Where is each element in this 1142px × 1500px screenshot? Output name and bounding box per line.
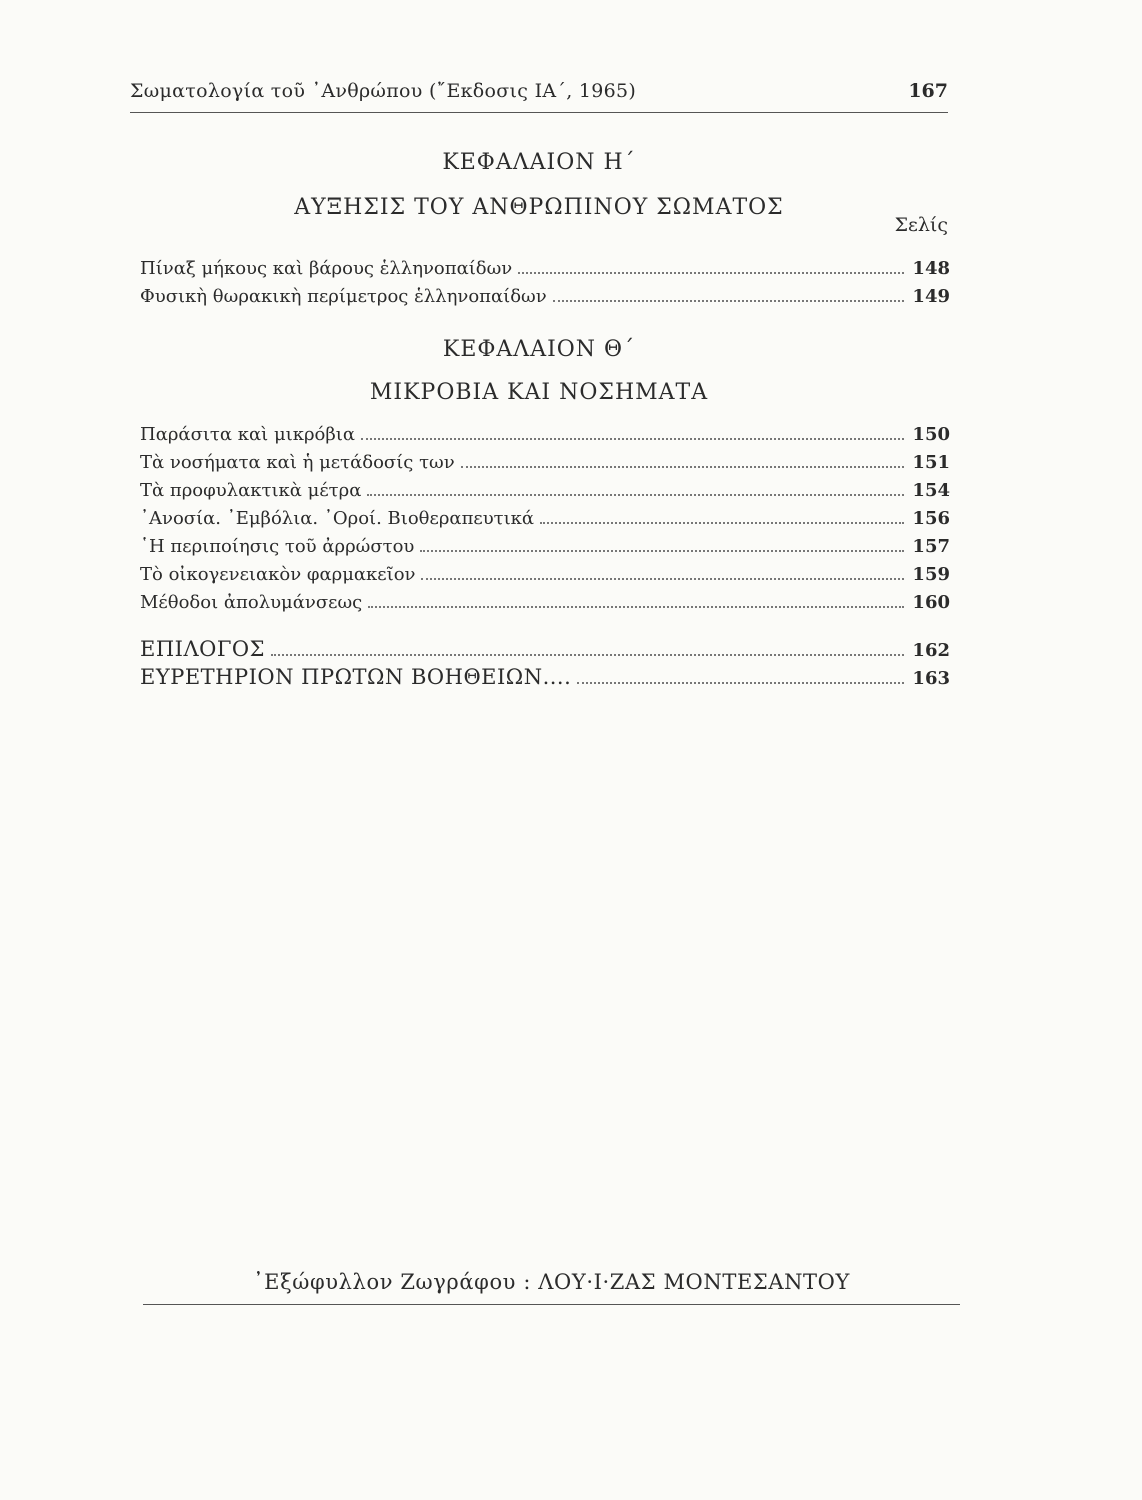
toc-entry-page: 154 <box>912 480 950 501</box>
page-number: 167 <box>908 80 948 102</box>
toc-entry-page: 151 <box>912 452 950 473</box>
toc-entry <box>140 480 950 508</box>
toc-entry-page: 149 <box>912 286 950 307</box>
toc-entry-page: 163 <box>912 668 950 689</box>
toc-entry <box>140 665 950 693</box>
dot-leader <box>577 682 904 684</box>
toc-entry-title: Τὰ νοσήματα καὶ ἡ μετάδοσίς των <box>140 452 455 473</box>
toc-entry-title: Παράσιτα καὶ μικρόβια <box>140 424 355 445</box>
toc-entry <box>140 452 950 480</box>
dot-leader <box>461 466 904 468</box>
toc-entry <box>140 592 950 620</box>
toc-entry-page: 157 <box>912 536 950 557</box>
toc-entry-page: 150 <box>912 424 950 445</box>
toc-entry <box>140 564 950 592</box>
toc-entry-title: Φυσικὴ θωρακικὴ περίμετρος ἑλληνοπαίδων <box>140 286 547 307</box>
toc-entry-title: Πίναξ μήκους καὶ βάρους ἑλληνοπαίδων <box>140 258 513 279</box>
chapter-th-entries <box>140 424 950 620</box>
toc-entry <box>140 536 950 564</box>
end-entries <box>140 637 950 693</box>
header-title: Σωματολογία τοῦ ᾿Ανθρώπου (῎Εκδοσις ΙΑ΄, 1965) <box>130 80 637 102</box>
toc-entry-title: ῾Η περιποίησις τοῦ ἀρρώστου <box>140 536 415 557</box>
dot-leader <box>367 494 904 496</box>
chapter-th-heading: ΚΕΦΑΛΑΙΟΝ Θ΄ <box>442 337 636 362</box>
dot-leader <box>420 550 904 552</box>
toc-entry-title: ΕΠΙΛΟΓΟΣ <box>140 637 265 661</box>
dot-leader <box>361 438 904 440</box>
chapter-h-entries <box>140 258 950 314</box>
toc-entry <box>140 424 950 452</box>
dot-leader <box>368 606 904 608</box>
chapter-h-subheading: ΑΥΞΗΣΙΣ ΤΟΥ ΑΝΘΡΩΠΙΝΟΥ ΣΩΜΑΤΟΣ <box>294 195 784 220</box>
toc-entry <box>140 508 950 536</box>
pages-column-label: Σελίς <box>894 214 948 236</box>
footer-rule <box>143 1304 960 1305</box>
running-header <box>130 78 948 113</box>
toc-entry <box>140 637 950 665</box>
toc-entry-title: Τὸ οἰκογενειακὸν φαρμακεῖον <box>140 564 416 585</box>
toc-entry-page: 156 <box>912 508 950 529</box>
toc-entry-title: Μέθοδοι ἀπολυμάνσεως <box>140 592 363 613</box>
dot-leader <box>421 578 904 580</box>
toc-entry <box>140 258 950 286</box>
toc-entry-page: 160 <box>912 592 950 613</box>
dot-leader <box>540 522 904 524</box>
chapter-h-heading: ΚΕΦΑΛΑΙΟΝ Η΄ <box>442 150 636 175</box>
dot-leader <box>553 300 904 302</box>
toc-entry-page: 159 <box>912 564 950 585</box>
toc-entry-page: 148 <box>912 258 950 279</box>
toc-entry-title: ᾿Ανοσία. ᾿Εμβόλια. ᾿Οροί. Βιοθεραπευτικά <box>140 508 535 529</box>
toc-entry-title: ΕΥΡΕΤΗΡΙΟΝ ΠΡΩΤΩΝ ΒΟΗΘΕΙΩΝ.... <box>140 665 572 689</box>
dot-leader <box>271 654 904 656</box>
toc-entry <box>140 286 950 314</box>
toc-entry-page: 162 <box>912 640 950 661</box>
toc-entry-title: Τὰ προφυλακτικὰ μέτρα <box>140 480 362 501</box>
dot-leader <box>518 272 904 274</box>
chapter-th-subheading: ΜΙΚΡΟΒΙΑ ΚΑΙ ΝΟΣΗΜΑΤΑ <box>369 380 709 405</box>
cover-credit: ᾿Εξώφυλλον Ζωγράφου : ΛΟΥ·Ι·ΖΑΣ ΜΟΝΤΕΣΑΝΤΟΥ <box>253 1270 850 1294</box>
